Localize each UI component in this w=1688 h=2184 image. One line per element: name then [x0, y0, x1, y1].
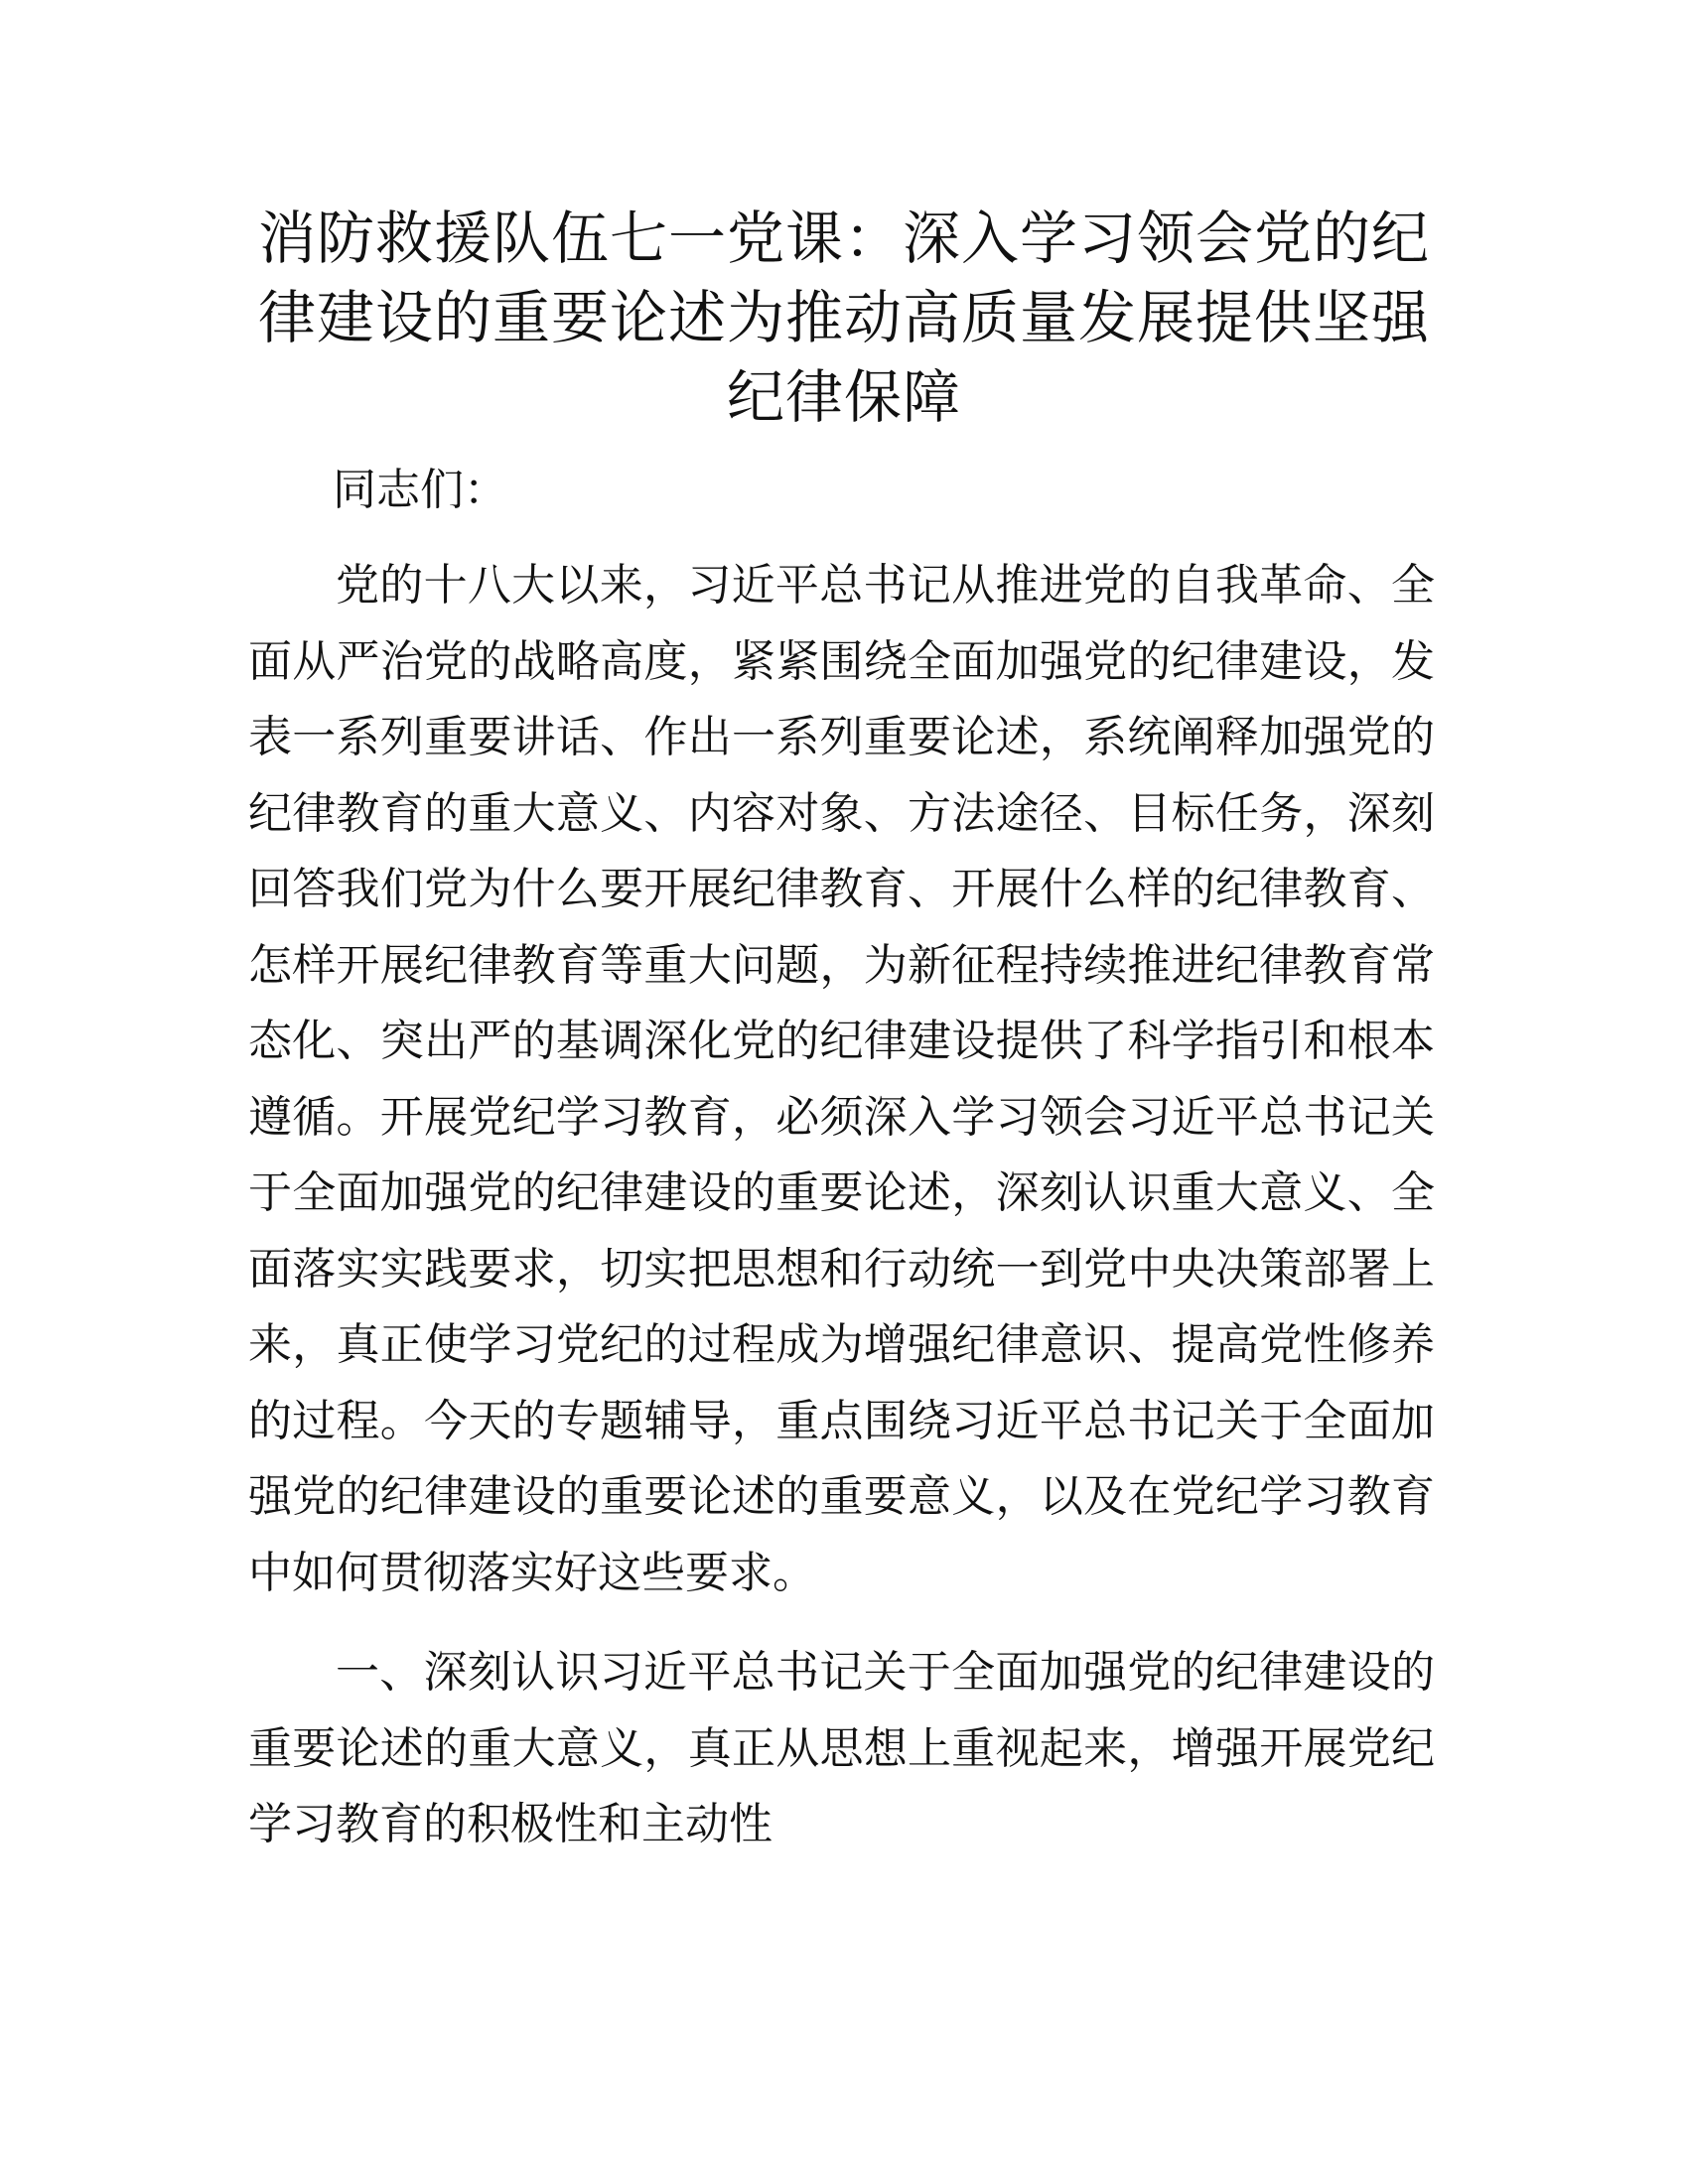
salutation: 同志们：	[333, 465, 507, 515]
body-paragraph: 党的十八大以来，习近平总书记从推进党的自我革命、全面从严治党的战略高度，紧紧围绕全面加强党的纪律建设，发表一系列重要讲话、作出一系列重要论述，系统阐释加强党的纪律教育的重大意义、内容对象、方法途径、目标任务，深刻回答我们党为什么要开展纪律教育、开展什么样的纪律教育、怎样开展纪律教育等重大问题，为新征程持续推进纪律教育常态化、突出严的基调深化党的纪律建设提供了科学指引和根本遵循。开展党纪学习教育，必须深入学习领会习近平总书记关于全面加强党的纪律建设的重要论述，深刻认识重大意义、全面落实实践要求，切实把思想和行动统一到党中央决策部署上来，真正使学习党纪的过程成为增强纪律意识、提高党性修养的过程。今天的专题辅导，重点围绕习近平总书记关于全面加强党的纪律建设的重要论述的重要意义，以及在党纪学习教育中如何贯彻落实好这些要求。	[248, 560, 1435, 1598]
section-heading-paragraph: 一、深刻认识习近平总书记关于全面加强党的纪律建设的重要论述的重大意义，真正从思想上重视起来，增强开展党纪学习教育的积极性和主动性	[248, 1647, 1435, 1849]
document-title: 消防救援队伍七一党课：深入学习领会党的纪律建设的重要论述为推动高质量发展提供坚强纪律保障	[257, 205, 1430, 431]
